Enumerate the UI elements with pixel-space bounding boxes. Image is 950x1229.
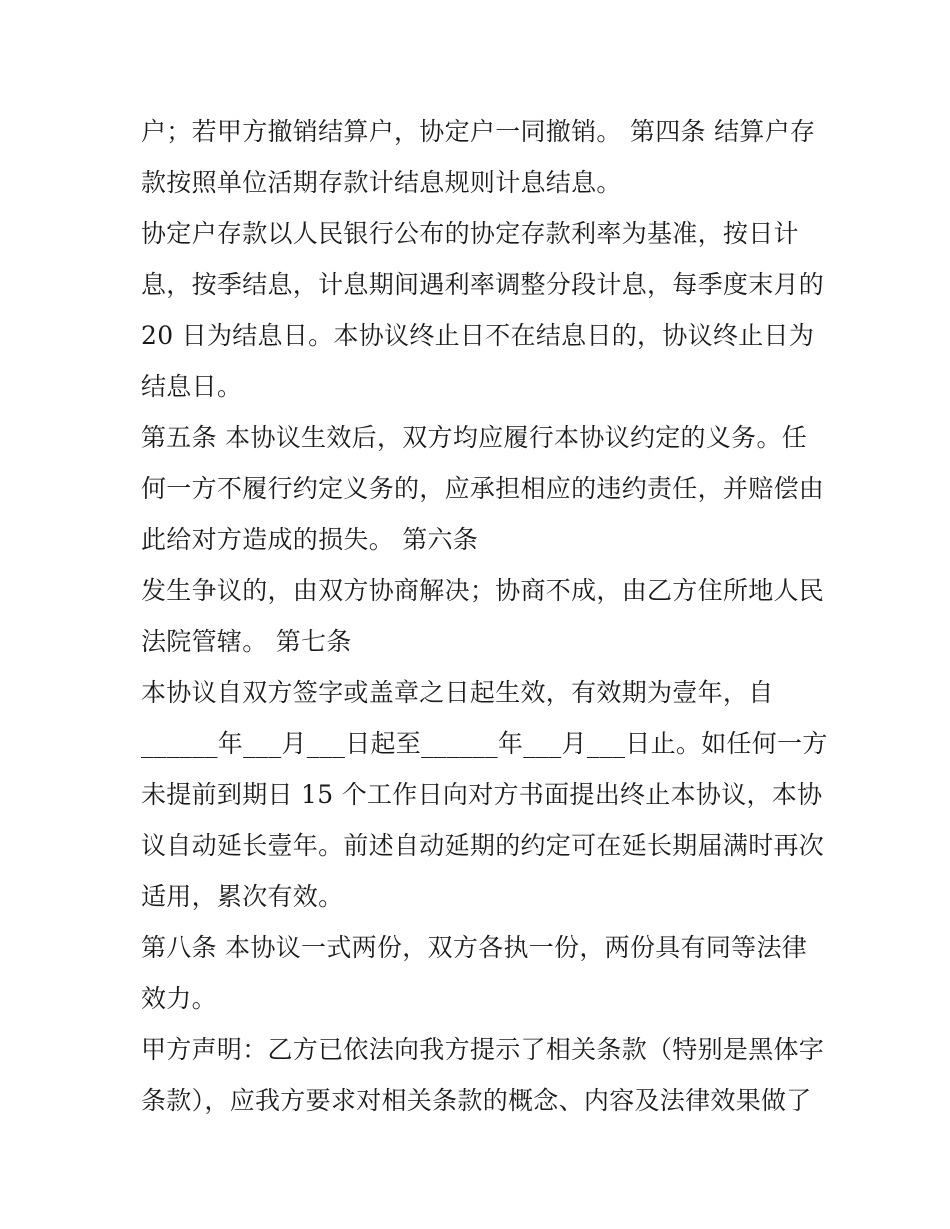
text-line: 户；若甲方撤销结算户，协定户一同撤销。 第四条 结算户存 — [141, 117, 816, 146]
document-body — [141, 106, 828, 1126]
text-line: 息，按季结息，计息期间遇利率调整分段计息，每季度末月的 — [141, 270, 825, 299]
text-line: 议自动延长壹年。前述自动延期的约定可在延长期届满时再次 — [141, 831, 825, 860]
text-line: 第五条 本协议生效后，双方均应履行本协议约定的义务。任 — [141, 423, 808, 452]
text-line: 此给对方造成的损失。 第六条 — [141, 525, 479, 554]
text-line: 协定户存款以人民银行公布的协定存款利率为基准，按日计 — [141, 219, 799, 248]
text-line: 款按照单位活期存款计结息规则计息结息。 — [141, 168, 622, 197]
text-line: 本协议自双方签字或盖章之日起生效，有效期为壹年，自 — [141, 678, 774, 707]
text-line: ______年___月___日起至______年___月___日止。如任何一方 — [141, 729, 828, 758]
text-line: 发生争议的，由双方协商解决；协商不成，由乙方住所地人民 — [141, 576, 825, 605]
text-line: 何一方不履行约定义务的，应承担相应的违约责任，并赔偿由 — [141, 474, 825, 503]
text-line: 未提前到期日 15 个工作日向对方书面提出终止本协议，本协 — [141, 780, 823, 809]
text-line: 适用，累次有效。 — [141, 882, 344, 911]
text-line: 结息日。 — [141, 372, 243, 401]
text-line: 甲方声明：乙方已依法向我方提示了相关条款（特别是黑体字 — [141, 1035, 825, 1064]
text-line: 第八条 本协议一式两份，双方各执一份，两份具有同等法律 — [141, 933, 808, 962]
text-line: 条款），应我方要求对相关条款的概念、内容及法律效果做了 — [141, 1086, 812, 1115]
text-line: 效力。 — [141, 984, 217, 1013]
text-line: 20 日为结息日。本协议终止日不在结息日的，协议终止日为 — [141, 321, 815, 350]
text-line: 法院管辖。 第七条 — [141, 627, 352, 656]
